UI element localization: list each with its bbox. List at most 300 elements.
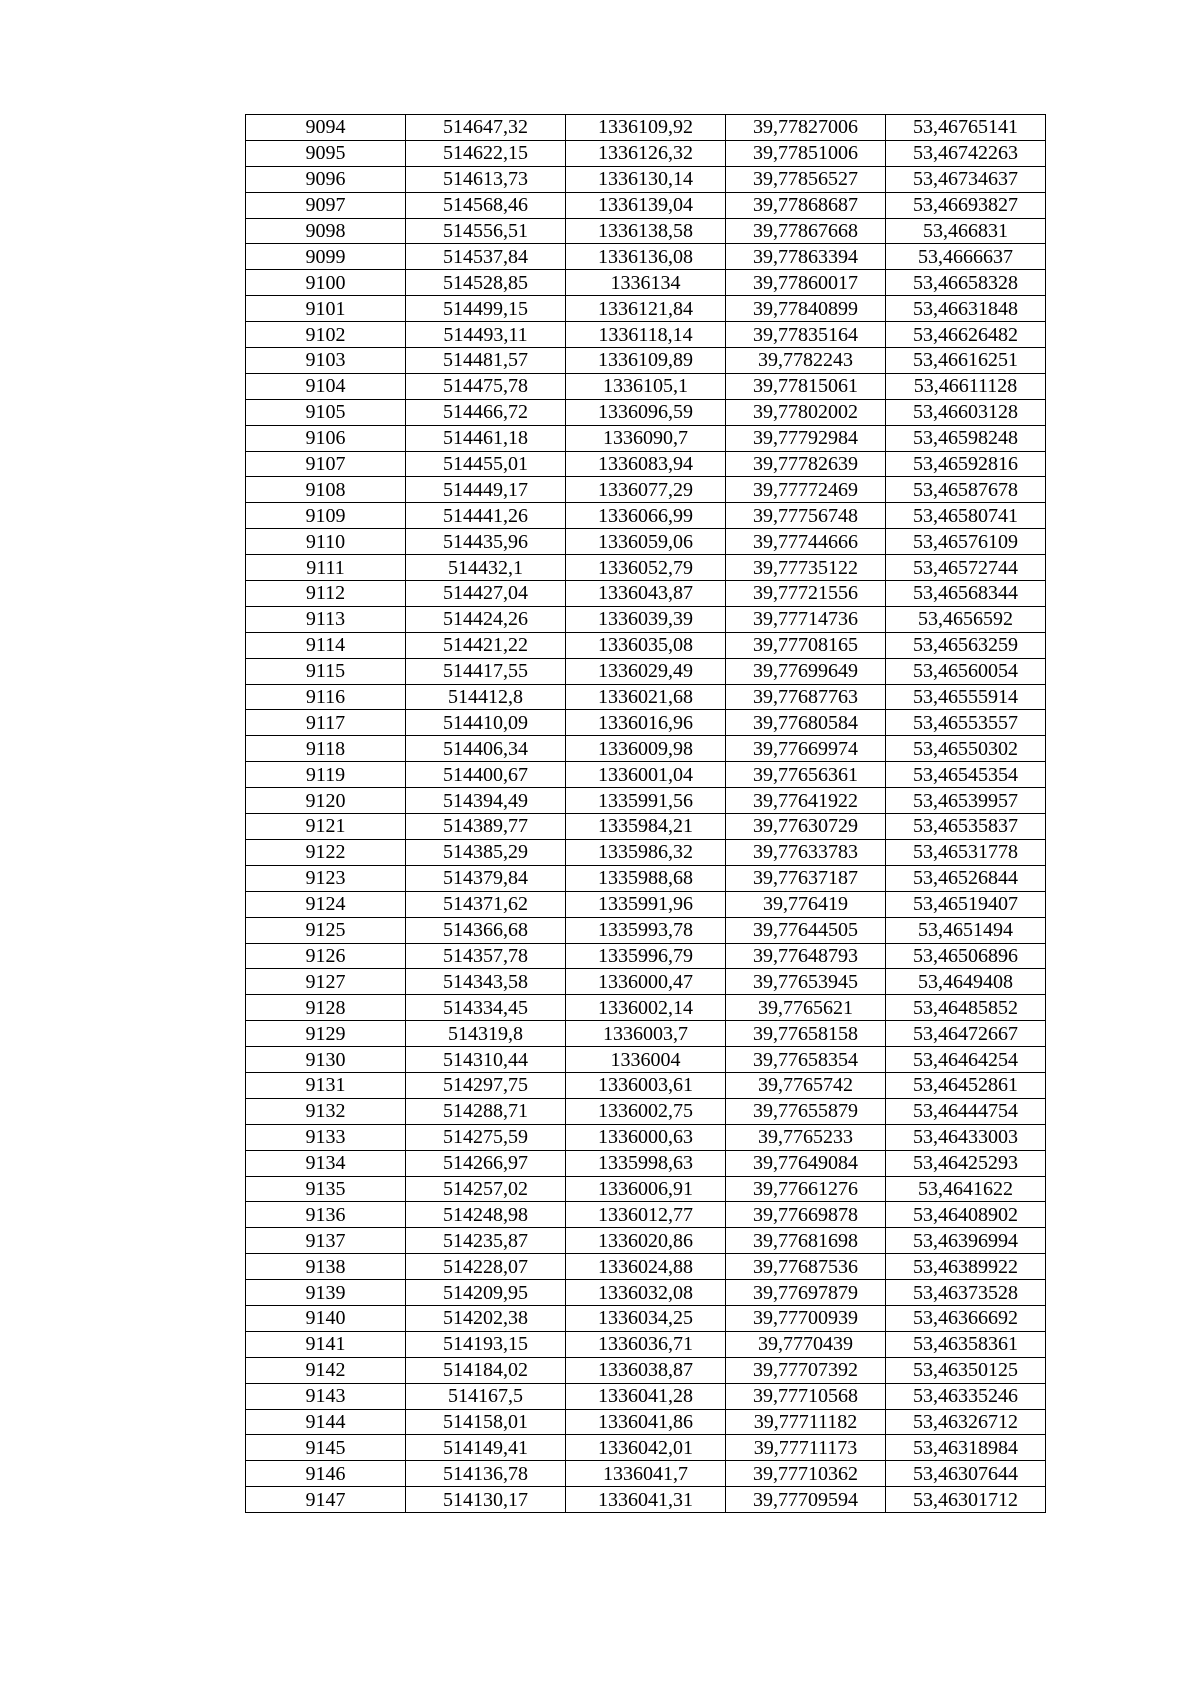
coord-x-cell: 514613,73 [406, 166, 566, 192]
point-number-cell: 9145 [246, 1435, 406, 1461]
longitude-cell: 39,77700939 [726, 1305, 886, 1331]
longitude-cell: 39,77802002 [726, 399, 886, 425]
coord-x-cell: 514184,02 [406, 1357, 566, 1383]
table-row [246, 1409, 1046, 1435]
coord-y-cell: 1335986,32 [566, 839, 726, 865]
longitude-cell: 39,77840899 [726, 296, 886, 322]
coord-y-cell: 1336052,79 [566, 555, 726, 581]
coord-x-cell: 514406,34 [406, 736, 566, 762]
longitude-cell: 39,77637187 [726, 865, 886, 891]
point-number-cell: 9131 [246, 1072, 406, 1098]
table-row [246, 1305, 1046, 1331]
latitude-cell: 53,46519407 [886, 891, 1046, 917]
longitude-cell: 39,7782243 [726, 348, 886, 374]
latitude-cell: 53,46301712 [886, 1487, 1046, 1513]
coord-y-cell: 1336002,14 [566, 995, 726, 1021]
point-number-cell: 9114 [246, 632, 406, 658]
longitude-cell: 39,7770439 [726, 1331, 886, 1357]
table-row [246, 503, 1046, 529]
point-number-cell: 9121 [246, 814, 406, 840]
longitude-cell: 39,77711182 [726, 1409, 886, 1435]
latitude-cell: 53,46531778 [886, 839, 1046, 865]
point-number-cell: 9125 [246, 917, 406, 943]
table-row [246, 788, 1046, 814]
coord-y-cell: 1336004 [566, 1047, 726, 1073]
coord-x-cell: 514466,72 [406, 399, 566, 425]
point-number-cell: 9130 [246, 1047, 406, 1073]
longitude-cell: 39,77863394 [726, 244, 886, 270]
table-row [246, 1202, 1046, 1228]
longitude-cell: 39,77835164 [726, 322, 886, 348]
point-number-cell: 9101 [246, 296, 406, 322]
coord-y-cell: 1336041,31 [566, 1487, 726, 1513]
coord-y-cell: 1336020,86 [566, 1228, 726, 1254]
latitude-cell: 53,46396994 [886, 1228, 1046, 1254]
coordinates-table [245, 114, 1046, 1513]
coord-y-cell: 1336066,99 [566, 503, 726, 529]
coord-y-cell: 1336090,7 [566, 425, 726, 451]
longitude-cell: 39,77710362 [726, 1461, 886, 1487]
table-row [246, 348, 1046, 374]
table-row [246, 296, 1046, 322]
table-row [246, 1047, 1046, 1073]
latitude-cell: 53,4641622 [886, 1176, 1046, 1202]
table-row [246, 658, 1046, 684]
longitude-cell: 39,77633783 [726, 839, 886, 865]
table-row [246, 399, 1046, 425]
latitude-cell: 53,46555914 [886, 684, 1046, 710]
coord-y-cell: 1336041,7 [566, 1461, 726, 1487]
latitude-cell: 53,46568344 [886, 581, 1046, 607]
latitude-cell: 53,46464254 [886, 1047, 1046, 1073]
table-row [246, 270, 1046, 296]
coord-y-cell: 1335998,63 [566, 1150, 726, 1176]
point-number-cell: 9140 [246, 1305, 406, 1331]
point-number-cell: 9118 [246, 736, 406, 762]
longitude-cell: 39,77792984 [726, 425, 886, 451]
point-number-cell: 9126 [246, 943, 406, 969]
latitude-cell: 53,4651494 [886, 917, 1046, 943]
latitude-cell: 53,46598248 [886, 425, 1046, 451]
longitude-cell: 39,77710568 [726, 1383, 886, 1409]
coord-y-cell: 1336130,14 [566, 166, 726, 192]
coord-y-cell: 1336035,08 [566, 632, 726, 658]
table-row [246, 1228, 1046, 1254]
latitude-cell: 53,46631848 [886, 296, 1046, 322]
point-number-cell: 9109 [246, 503, 406, 529]
longitude-cell: 39,77782639 [726, 451, 886, 477]
coord-y-cell: 1336136,08 [566, 244, 726, 270]
latitude-cell: 53,46616251 [886, 348, 1046, 374]
coord-x-cell: 514334,45 [406, 995, 566, 1021]
longitude-cell: 39,7765233 [726, 1124, 886, 1150]
coord-x-cell: 514412,8 [406, 684, 566, 710]
coord-y-cell: 1335991,96 [566, 891, 726, 917]
latitude-cell: 53,46563259 [886, 632, 1046, 658]
table-row [246, 373, 1046, 399]
table-row [246, 1254, 1046, 1280]
coord-x-cell: 514202,38 [406, 1305, 566, 1331]
point-number-cell: 9147 [246, 1487, 406, 1513]
longitude-cell: 39,77681698 [726, 1228, 886, 1254]
longitude-cell: 39,77744666 [726, 529, 886, 555]
point-number-cell: 9094 [246, 115, 406, 141]
longitude-cell: 39,77658158 [726, 1021, 886, 1047]
coord-y-cell: 1335991,56 [566, 788, 726, 814]
point-number-cell: 9138 [246, 1254, 406, 1280]
coord-x-cell: 514235,87 [406, 1228, 566, 1254]
latitude-cell: 53,46433003 [886, 1124, 1046, 1150]
longitude-cell: 39,77653945 [726, 969, 886, 995]
longitude-cell: 39,77860017 [726, 270, 886, 296]
longitude-cell: 39,77709594 [726, 1487, 886, 1513]
point-number-cell: 9129 [246, 1021, 406, 1047]
point-number-cell: 9119 [246, 762, 406, 788]
coord-y-cell: 1336024,88 [566, 1254, 726, 1280]
longitude-cell: 39,77707392 [726, 1357, 886, 1383]
table-row [246, 1461, 1046, 1487]
table-row [246, 192, 1046, 218]
latitude-cell: 53,46452861 [886, 1072, 1046, 1098]
latitude-cell: 53,46592816 [886, 451, 1046, 477]
table-row [246, 1383, 1046, 1409]
table-row [246, 943, 1046, 969]
coord-x-cell: 514455,01 [406, 451, 566, 477]
point-number-cell: 9096 [246, 166, 406, 192]
longitude-cell: 39,77687763 [726, 684, 886, 710]
point-number-cell: 9106 [246, 425, 406, 451]
point-number-cell: 9132 [246, 1098, 406, 1124]
point-number-cell: 9120 [246, 788, 406, 814]
latitude-cell: 53,46576109 [886, 529, 1046, 555]
coord-y-cell: 1335984,21 [566, 814, 726, 840]
latitude-cell: 53,46693827 [886, 192, 1046, 218]
coord-y-cell: 1336036,71 [566, 1331, 726, 1357]
coord-x-cell: 514427,04 [406, 581, 566, 607]
coord-x-cell: 514499,15 [406, 296, 566, 322]
table-row [246, 581, 1046, 607]
point-number-cell: 9127 [246, 969, 406, 995]
coord-y-cell: 1336139,04 [566, 192, 726, 218]
coord-x-cell: 514193,15 [406, 1331, 566, 1357]
latitude-cell: 53,46580741 [886, 503, 1046, 529]
table-row [246, 1150, 1046, 1176]
table-row [246, 995, 1046, 1021]
coord-x-cell: 514461,18 [406, 425, 566, 451]
coord-y-cell: 1336001,04 [566, 762, 726, 788]
coord-x-cell: 514410,09 [406, 710, 566, 736]
point-number-cell: 9141 [246, 1331, 406, 1357]
latitude-cell: 53,4649408 [886, 969, 1046, 995]
coord-x-cell: 514528,85 [406, 270, 566, 296]
latitude-cell: 53,46326712 [886, 1409, 1046, 1435]
longitude-cell: 39,77827006 [726, 115, 886, 141]
coord-y-cell: 1336012,77 [566, 1202, 726, 1228]
coord-x-cell: 514449,17 [406, 477, 566, 503]
table-row [246, 529, 1046, 555]
table-row [246, 1124, 1046, 1150]
coord-x-cell: 514297,75 [406, 1072, 566, 1098]
coord-x-cell: 514371,62 [406, 891, 566, 917]
latitude-cell: 53,46550302 [886, 736, 1046, 762]
coord-y-cell: 1335996,79 [566, 943, 726, 969]
coord-x-cell: 514275,59 [406, 1124, 566, 1150]
table-row [246, 1487, 1046, 1513]
table-row [246, 1331, 1046, 1357]
latitude-cell: 53,46373528 [886, 1280, 1046, 1306]
table-row [246, 969, 1046, 995]
coord-x-cell: 514647,32 [406, 115, 566, 141]
coord-x-cell: 514130,17 [406, 1487, 566, 1513]
latitude-cell: 53,46545354 [886, 762, 1046, 788]
coord-y-cell: 1336126,32 [566, 140, 726, 166]
coord-y-cell: 1335993,78 [566, 917, 726, 943]
longitude-cell: 39,77641922 [726, 788, 886, 814]
latitude-cell: 53,46335246 [886, 1383, 1046, 1409]
point-number-cell: 9135 [246, 1176, 406, 1202]
coord-x-cell: 514622,15 [406, 140, 566, 166]
table-row [246, 917, 1046, 943]
coord-y-cell: 1335988,68 [566, 865, 726, 891]
coord-x-cell: 514435,96 [406, 529, 566, 555]
table-row [246, 1357, 1046, 1383]
coord-x-cell: 514424,26 [406, 606, 566, 632]
coord-y-cell: 1336016,96 [566, 710, 726, 736]
point-number-cell: 9103 [246, 348, 406, 374]
coord-x-cell: 514310,44 [406, 1047, 566, 1073]
latitude-cell: 53,46358361 [886, 1331, 1046, 1357]
coord-x-cell: 514209,95 [406, 1280, 566, 1306]
coord-y-cell: 1336077,29 [566, 477, 726, 503]
longitude-cell: 39,77649084 [726, 1150, 886, 1176]
point-number-cell: 9146 [246, 1461, 406, 1487]
coord-y-cell: 1336109,92 [566, 115, 726, 141]
longitude-cell: 39,776419 [726, 891, 886, 917]
coord-y-cell: 1336021,68 [566, 684, 726, 710]
coord-x-cell: 514136,78 [406, 1461, 566, 1487]
point-number-cell: 9100 [246, 270, 406, 296]
table-row [246, 1098, 1046, 1124]
coord-x-cell: 514319,8 [406, 1021, 566, 1047]
point-number-cell: 9133 [246, 1124, 406, 1150]
coord-y-cell: 1336003,61 [566, 1072, 726, 1098]
coordinates-table-body [246, 115, 1046, 1513]
point-number-cell: 9144 [246, 1409, 406, 1435]
point-number-cell: 9117 [246, 710, 406, 736]
coord-x-cell: 514400,67 [406, 762, 566, 788]
longitude-cell: 39,77815061 [726, 373, 886, 399]
table-row [246, 477, 1046, 503]
table-row [246, 762, 1046, 788]
coord-y-cell: 1336041,28 [566, 1383, 726, 1409]
coord-x-cell: 514228,07 [406, 1254, 566, 1280]
longitude-cell: 39,77680584 [726, 710, 886, 736]
point-number-cell: 9095 [246, 140, 406, 166]
coord-y-cell: 1336029,49 [566, 658, 726, 684]
coord-y-cell: 1336034,25 [566, 1305, 726, 1331]
point-number-cell: 9143 [246, 1383, 406, 1409]
coord-x-cell: 514441,26 [406, 503, 566, 529]
coord-x-cell: 514385,29 [406, 839, 566, 865]
coord-y-cell: 1336121,84 [566, 296, 726, 322]
latitude-cell: 53,46472667 [886, 1021, 1046, 1047]
point-number-cell: 9122 [246, 839, 406, 865]
coord-x-cell: 514343,58 [406, 969, 566, 995]
longitude-cell: 39,77699649 [726, 658, 886, 684]
coord-y-cell: 1336043,87 [566, 581, 726, 607]
longitude-cell: 39,77697879 [726, 1280, 886, 1306]
point-number-cell: 9110 [246, 529, 406, 555]
point-number-cell: 9142 [246, 1357, 406, 1383]
longitude-cell: 39,77711173 [726, 1435, 886, 1461]
table-row [246, 839, 1046, 865]
latitude-cell: 53,46444754 [886, 1098, 1046, 1124]
longitude-cell: 39,77867668 [726, 218, 886, 244]
longitude-cell: 39,77661276 [726, 1176, 886, 1202]
coord-y-cell: 1336138,58 [566, 218, 726, 244]
table-row [246, 891, 1046, 917]
point-number-cell: 9128 [246, 995, 406, 1021]
latitude-cell: 53,466831 [886, 218, 1046, 244]
latitude-cell: 53,46626482 [886, 322, 1046, 348]
point-number-cell: 9108 [246, 477, 406, 503]
longitude-cell: 39,77644505 [726, 917, 886, 943]
coord-y-cell: 1336000,47 [566, 969, 726, 995]
longitude-cell: 39,7765742 [726, 1072, 886, 1098]
longitude-cell: 39,77868687 [726, 192, 886, 218]
point-number-cell: 9097 [246, 192, 406, 218]
table-row [246, 1280, 1046, 1306]
table-row [246, 322, 1046, 348]
longitude-cell: 39,77856527 [726, 166, 886, 192]
coord-x-cell: 514417,55 [406, 658, 566, 684]
coord-x-cell: 514366,68 [406, 917, 566, 943]
latitude-cell: 53,46389922 [886, 1254, 1046, 1280]
coord-x-cell: 514357,78 [406, 943, 566, 969]
latitude-cell: 53,46587678 [886, 477, 1046, 503]
latitude-cell: 53,46350125 [886, 1357, 1046, 1383]
longitude-cell: 39,77658354 [726, 1047, 886, 1073]
latitude-cell: 53,46425293 [886, 1150, 1046, 1176]
point-number-cell: 9104 [246, 373, 406, 399]
coord-y-cell: 1336109,89 [566, 348, 726, 374]
point-number-cell: 9098 [246, 218, 406, 244]
coord-y-cell: 1336118,14 [566, 322, 726, 348]
coord-y-cell: 1336041,86 [566, 1409, 726, 1435]
longitude-cell: 39,77708165 [726, 632, 886, 658]
latitude-cell: 53,4656592 [886, 606, 1046, 632]
coord-y-cell: 1336003,7 [566, 1021, 726, 1047]
table-row [246, 684, 1046, 710]
latitude-cell: 53,46535837 [886, 814, 1046, 840]
latitude-cell: 53,46539957 [886, 788, 1046, 814]
table-row [246, 425, 1046, 451]
table-row [246, 451, 1046, 477]
table-row [246, 166, 1046, 192]
table-row [246, 865, 1046, 891]
longitude-cell: 39,77756748 [726, 503, 886, 529]
coord-x-cell: 514475,78 [406, 373, 566, 399]
longitude-cell: 39,77721556 [726, 581, 886, 607]
latitude-cell: 53,46603128 [886, 399, 1046, 425]
latitude-cell: 53,46658328 [886, 270, 1046, 296]
coord-x-cell: 514394,49 [406, 788, 566, 814]
table-row [246, 555, 1046, 581]
table-row [246, 1435, 1046, 1461]
latitude-cell: 53,46307644 [886, 1461, 1046, 1487]
point-number-cell: 9139 [246, 1280, 406, 1306]
point-number-cell: 9113 [246, 606, 406, 632]
coord-x-cell: 514158,01 [406, 1409, 566, 1435]
latitude-cell: 53,46526844 [886, 865, 1046, 891]
latitude-cell: 53,46742263 [886, 140, 1046, 166]
coord-y-cell: 1336039,39 [566, 606, 726, 632]
table-row [246, 814, 1046, 840]
latitude-cell: 53,46506896 [886, 943, 1046, 969]
table-row [246, 218, 1046, 244]
point-number-cell: 9115 [246, 658, 406, 684]
coord-x-cell: 514266,97 [406, 1150, 566, 1176]
latitude-cell: 53,46318984 [886, 1435, 1046, 1461]
point-number-cell: 9107 [246, 451, 406, 477]
coord-y-cell: 1336006,91 [566, 1176, 726, 1202]
longitude-cell: 39,77648793 [726, 943, 886, 969]
longitude-cell: 39,77630729 [726, 814, 886, 840]
coord-x-cell: 514167,5 [406, 1383, 566, 1409]
latitude-cell: 53,46408902 [886, 1202, 1046, 1228]
coord-y-cell: 1336059,06 [566, 529, 726, 555]
coord-x-cell: 514556,51 [406, 218, 566, 244]
table-row [246, 1072, 1046, 1098]
coord-y-cell: 1336002,75 [566, 1098, 726, 1124]
coord-x-cell: 514149,41 [406, 1435, 566, 1461]
point-number-cell: 9134 [246, 1150, 406, 1176]
table-row [246, 244, 1046, 270]
table-row [246, 115, 1046, 141]
latitude-cell: 53,46560054 [886, 658, 1046, 684]
latitude-cell: 53,4666637 [886, 244, 1046, 270]
coord-x-cell: 514257,02 [406, 1176, 566, 1202]
table-row [246, 632, 1046, 658]
longitude-cell: 39,77714736 [726, 606, 886, 632]
coord-y-cell: 1336032,08 [566, 1280, 726, 1306]
point-number-cell: 9099 [246, 244, 406, 270]
coord-x-cell: 514288,71 [406, 1098, 566, 1124]
point-number-cell: 9105 [246, 399, 406, 425]
coord-y-cell: 1336009,98 [566, 736, 726, 762]
latitude-cell: 53,46572744 [886, 555, 1046, 581]
table-row [246, 736, 1046, 762]
latitude-cell: 53,46485852 [886, 995, 1046, 1021]
coord-y-cell: 1336038,87 [566, 1357, 726, 1383]
point-number-cell: 9102 [246, 322, 406, 348]
longitude-cell: 39,77656361 [726, 762, 886, 788]
table-row [246, 710, 1046, 736]
longitude-cell: 39,77772469 [726, 477, 886, 503]
table-row [246, 1176, 1046, 1202]
coord-x-cell: 514537,84 [406, 244, 566, 270]
latitude-cell: 53,46765141 [886, 115, 1046, 141]
point-number-cell: 9137 [246, 1228, 406, 1254]
table-row [246, 140, 1046, 166]
coord-x-cell: 514379,84 [406, 865, 566, 891]
table-row [246, 1021, 1046, 1047]
coord-y-cell: 1336083,94 [566, 451, 726, 477]
coord-x-cell: 514421,22 [406, 632, 566, 658]
longitude-cell: 39,77655879 [726, 1098, 886, 1124]
longitude-cell: 39,77669974 [726, 736, 886, 762]
coord-y-cell: 1336096,59 [566, 399, 726, 425]
